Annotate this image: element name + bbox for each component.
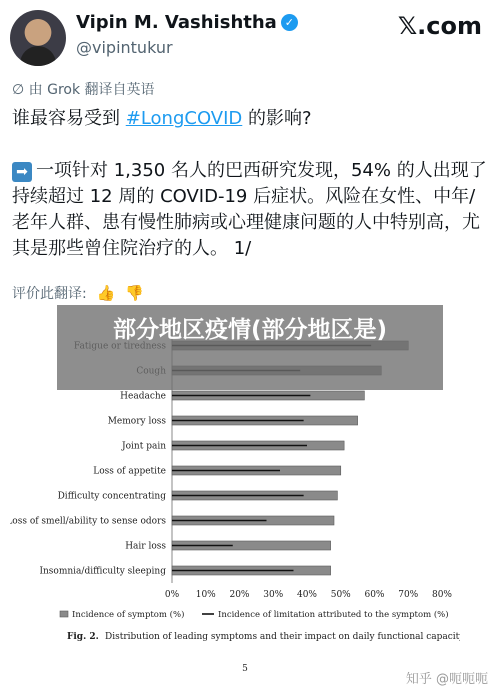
category-label: Loss of smell/ability to sense odors (10, 516, 166, 527)
post-body (12, 158, 492, 262)
x-tick-label: 70% (398, 590, 419, 600)
x-tick-label: 50% (330, 590, 351, 600)
x-tick-label: 80% (431, 590, 453, 600)
thumbs-up-icon[interactable]: 👍 (96, 284, 116, 302)
category-label: Memory loss (107, 416, 166, 427)
figure-caption-text: Distribution of leading symptoms and their impact on daily functional capacity. (105, 632, 460, 642)
legend-label-limitation: Incidence of limitation attributed to the symptom (%) (218, 610, 449, 620)
question-suffix: 的影响? (248, 108, 312, 129)
verified-badge-icon: ✓ (281, 14, 298, 31)
post-question (12, 104, 312, 130)
category-label: Loss of appetite (93, 466, 166, 477)
author-name-text: Vipin M. Vashishtha (76, 12, 277, 33)
rate-translation (12, 283, 144, 303)
overlay-banner: 部分地区疫情(部分地区是) (57, 305, 443, 390)
x-tick-label: 60% (364, 590, 385, 600)
author-name[interactable] (76, 12, 298, 33)
x-tick-label: 10% (195, 590, 216, 600)
avatar[interactable] (10, 10, 66, 66)
x-tick-label: 20% (229, 590, 250, 600)
rate-label: 评价此翻译: (12, 286, 87, 302)
category-label: Difficulty concentrating (57, 491, 166, 502)
legend-swatch-incidence (60, 611, 68, 617)
figure-caption-label: Fig. 2. (67, 632, 99, 642)
x-tick-label: 0% (164, 590, 180, 600)
question-prefix: 谁最容易受到 (12, 108, 120, 129)
arrow-right-icon: ➡ (12, 162, 32, 182)
author-handle[interactable]: @vipintukur (76, 38, 173, 57)
category-label: Insomnia/difficulty sleeping (39, 566, 166, 577)
site-logo: 𝕏.com (397, 12, 482, 40)
translated-note: ∅ 由 Grok 翻译自英语 (12, 82, 155, 98)
hashtag-link[interactable]: #LongCOVID (125, 108, 243, 129)
post-body-text: 一项针对 1,350 名人的巴西研究发现，54% 的人出现了持续超过 12 周的 COVID-19 后症状。风险在女性、中年/老年人群、患有慢性肺病或心理健康问题的人中特别高，尤其是那些曾住院治疗的人。 1/ (12, 160, 487, 259)
x-tick-label: 30% (263, 590, 284, 600)
x-tick-label: 40% (296, 590, 318, 600)
category-label: Joint pain (122, 441, 166, 452)
thumbs-down-icon[interactable]: 👎 (125, 284, 145, 302)
watermark: 知乎 @呃呃呃 (405, 672, 488, 687)
legend-label-incidence: Incidence of symptom (%) (72, 610, 185, 620)
page-number: 5 (242, 664, 248, 674)
category-label: Headache (120, 391, 166, 402)
category-label: Hair loss (125, 541, 166, 552)
